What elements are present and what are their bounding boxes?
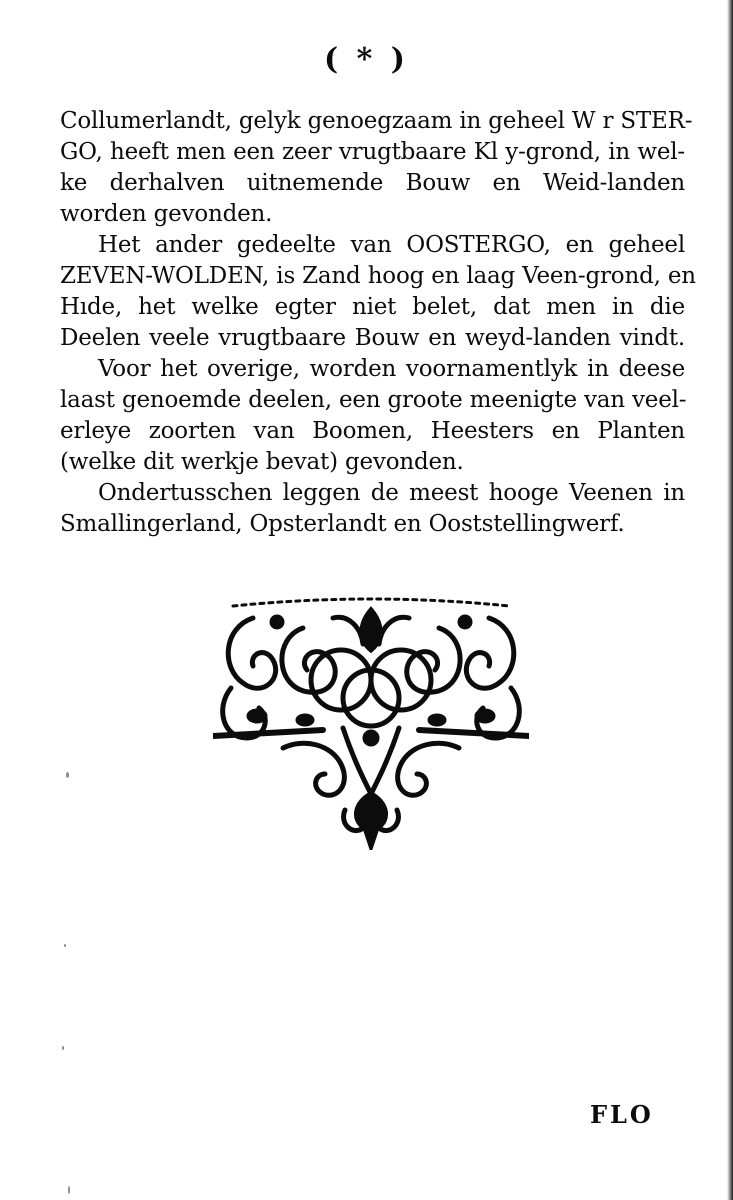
paper-speck [62, 1046, 64, 1050]
text-line: erleye zoorten van Boomen, Heesters en Planten [60, 418, 685, 444]
text-line: laast genoemde deelen, een groote meenigte van veel- [60, 387, 687, 413]
text-line: Ondertusschen leggen de meest hooge Veenen in [98, 480, 685, 506]
paper-speck [68, 1186, 70, 1194]
text-line: worden gevonden. [60, 201, 273, 227]
paper-speck [64, 944, 66, 947]
text-line: ZEVEN-WOLDEN, is Zand hoog en laag Veen-grond, en [60, 263, 696, 289]
text-line: Smallingerland, Opsterlandt en Ooststellingwerf. [60, 511, 625, 537]
text-line: ke derhalven uitnemende Bouw en Weid-landen [60, 170, 685, 196]
text-line: Collumerlandt, gelyk genoegzaam in geheel W r STER- [60, 108, 693, 134]
page-edge-shadow [727, 0, 733, 1200]
text-line: Het ander gedeelte van OOSTERGO, en geheel [98, 232, 685, 258]
text-line: GO, heeft men een zeer vrugtbaare Kl y-grond, in wel- [60, 139, 685, 165]
text-line: Voor het overige, worden voornamentlyk in deese [98, 356, 685, 382]
page-header: ( * ) [324, 42, 409, 77]
paper-speck [66, 772, 69, 778]
body-text [60, 106, 696, 540]
floral-tailpiece-icon [213, 588, 529, 850]
catchword: FLO [590, 1100, 654, 1129]
text-line: Deelen veele vrugtbaare Bouw en weyd-landen vindt. [60, 325, 685, 351]
text-line: Hıde, het welke egter niet belet, dat men in die [60, 294, 685, 320]
text-line: (welke dit werkje bevat) gevonden. [60, 449, 464, 475]
